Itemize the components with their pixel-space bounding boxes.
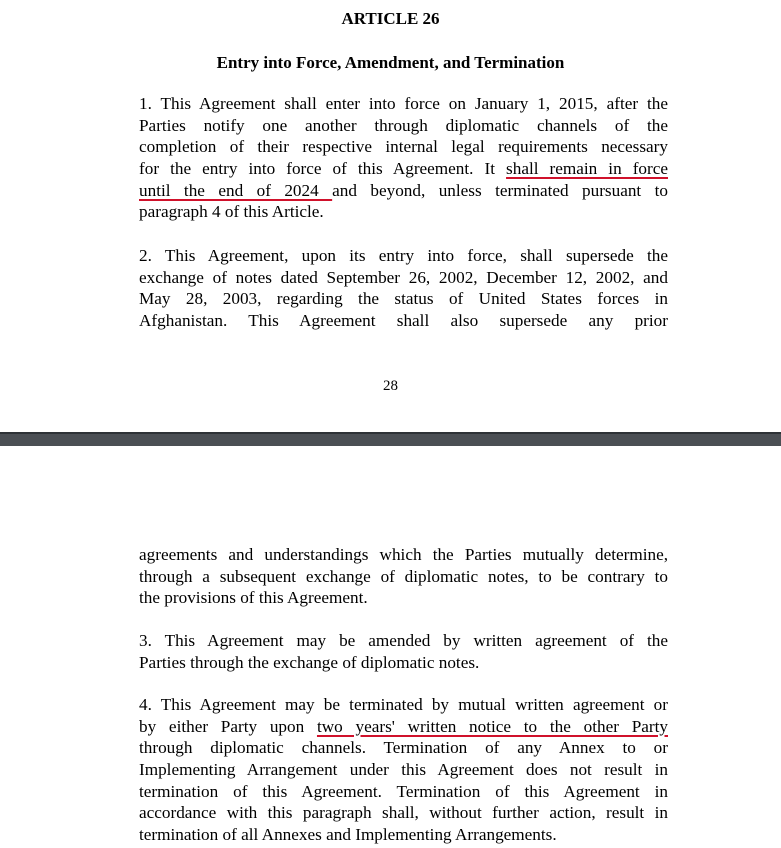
paragraph-line-with-annotation xyxy=(139,180,668,202)
page-number: 28 xyxy=(383,378,398,394)
paragraph-line: the provisions of this Agreement. xyxy=(139,588,368,608)
text-segment: by either Party upon xyxy=(139,716,317,736)
paragraph-line: paragraph 4 of this Article. xyxy=(139,202,324,222)
paragraph-line: agreements and understandings which the Parties mutually determine, xyxy=(139,545,668,564)
paragraph-line: through diplomatic channels. Termination of any Annex to or xyxy=(139,738,668,758)
section-title: Entry into Force, Amendment, and Termination xyxy=(216,53,565,72)
paragraph-2 xyxy=(139,245,668,332)
paragraph-line: termination of all Annexes and Implementing Arrangements. xyxy=(139,825,557,845)
paragraph-4 xyxy=(139,694,668,846)
paragraph-line: exchange of notes dated September 26, 2002, December 12, 2002, and xyxy=(139,267,668,287)
paragraph-line: completion of their respective internal legal requirements necessary xyxy=(139,137,668,157)
red-underline-annotation: two years' written notice to the other Party xyxy=(316,716,668,736)
red-underline-annotation: until the end of 2024 xyxy=(139,180,333,200)
paragraph-line: termination of this Agreement. Termination of this Agreement in xyxy=(139,781,668,801)
paragraph-line: Implementing Arrangement under this Agreement does not result in xyxy=(139,760,668,780)
document-page-29 xyxy=(0,446,781,848)
paragraph-line: 1. This Agreement shall enter into force on January 1, 2015, after the xyxy=(139,94,668,113)
red-underline-annotation: shall remain in force xyxy=(506,159,668,179)
paragraph-line: through a subsequent exchange of diplomatic notes, to be contrary to xyxy=(139,566,668,586)
paragraph-line: May 28, 2003, regarding the status of United States forces in xyxy=(139,289,668,309)
paragraph-line: Afghanistan. This Agreement shall also supersede any prior xyxy=(139,311,668,331)
paragraph-continuation xyxy=(139,544,668,609)
page-break-divider xyxy=(0,432,781,446)
paragraph-line: accordance with this paragraph shall, without further action, result in xyxy=(139,803,668,823)
article-title: ARTICLE 26 xyxy=(341,9,440,28)
paragraph-line: 4. This Agreement may be terminated by mutual written agreement or xyxy=(139,695,668,714)
text-segment: for the entry into force of this Agreement. It xyxy=(139,159,507,179)
paragraph-line: Parties through the exchange of diplomatic notes. xyxy=(139,652,480,672)
paragraph-line-with-annotation xyxy=(139,158,668,180)
text-segment: and beyond, unless terminated pursuant to xyxy=(332,180,668,200)
paragraph-line: 3. This Agreement may be amended by written agreement of the xyxy=(139,631,668,650)
paragraph-1 xyxy=(139,93,668,223)
paragraph-line-with-annotation xyxy=(139,716,668,738)
paragraph-line: 2. This Agreement, upon its entry into force, shall supersede the xyxy=(139,246,668,265)
paragraph-3 xyxy=(139,630,668,673)
paragraph-line: Parties notify one another through diplomatic channels of the xyxy=(139,115,668,135)
